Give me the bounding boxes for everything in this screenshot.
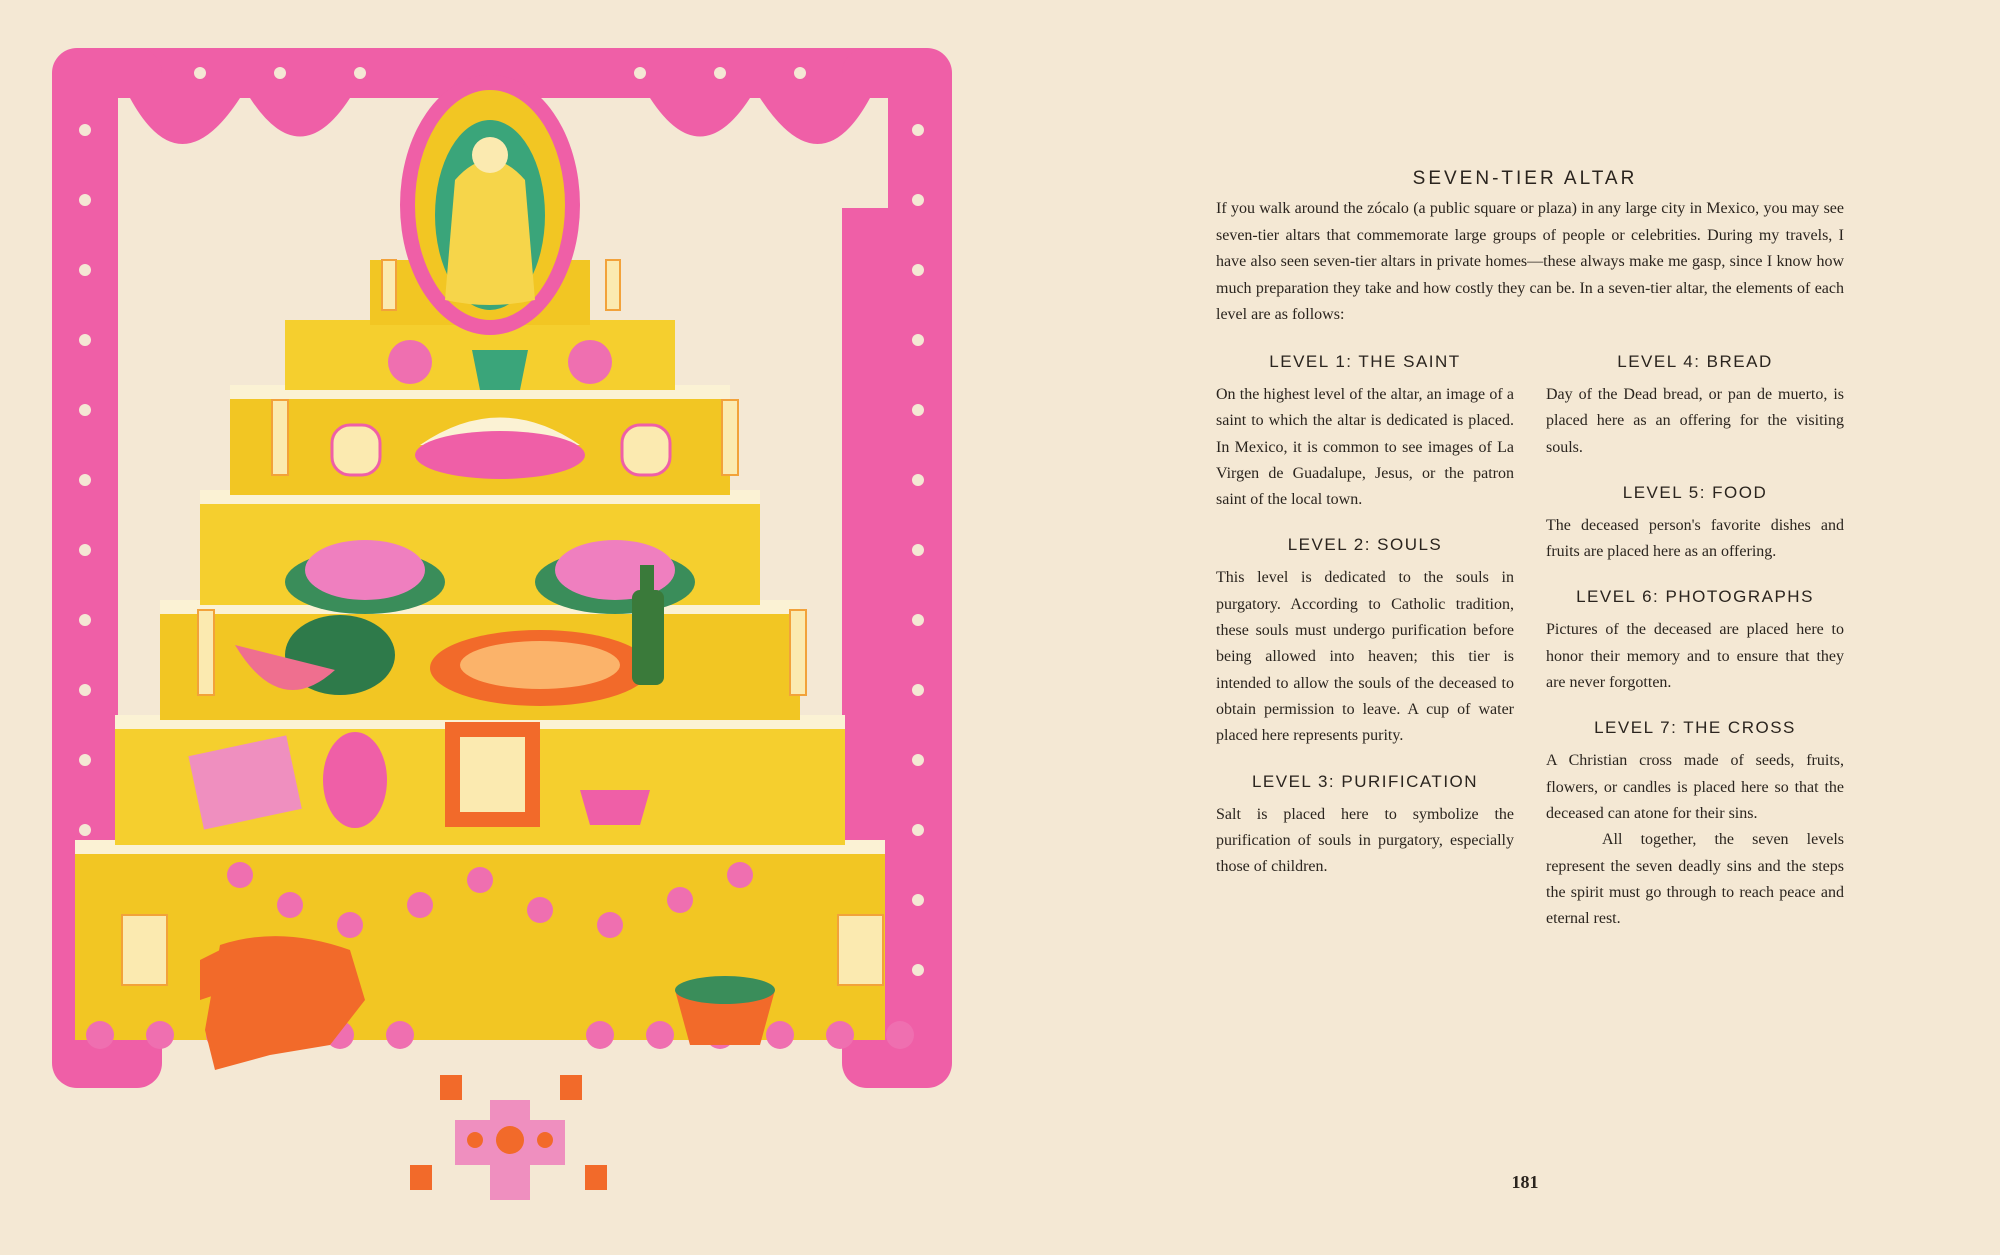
level-3-section (1216, 772, 1514, 881)
level-4-section (1546, 352, 1844, 461)
level-6-heading: LEVEL 6: PHOTOGRAPHS (1576, 587, 1814, 607)
level-1-body: On the highest level of the altar, an image of a saint to which the altar is dedicated is placed. In Mexico, it is common to see images of La Virgen de Guadalupe, Jesus, or the patron saint of the local town. (1216, 386, 1514, 509)
water-cup (472, 350, 528, 390)
level-2-body: This level is dedicated to the souls in purgatory. According to Catholic tradition, these souls must undergo purification before being allowed into heaven; this tier is intended to allow the souls of the deceased to obtain permission to leave. A cup of water placed here represents purity. (1216, 569, 1514, 745)
level-7-section (1546, 718, 1844, 932)
offering-bowl (675, 976, 775, 1045)
level-4-body: Day of the Dead bread, or pan de muerto, is placed here as an offering for the visiting souls. (1546, 386, 1844, 456)
text-page (1200, 0, 2000, 1255)
level-7-body: A Christian cross made of seeds, fruits, flowers, or candles is placed here so that the deceased can atone for their sins. (1546, 752, 1844, 822)
level-2-section (1216, 535, 1514, 749)
level-3-heading: LEVEL 3: PURIFICATION (1251, 771, 1479, 791)
intro-paragraph: If you walk around the zócalo (a public square or plaza) in any large city in Mexico, you may see seven-tier altars that commemorate large groups of people or celebrities. During my travels, I have also seen seven-tier altars in private homes—these always make me gasp, since I know how much preparation they take and how costly they can be. In a seven-tier altar, the elements of each level are as follows: (1216, 200, 1844, 323)
levels-column-right (1546, 352, 1844, 954)
flower-cross (410, 1075, 607, 1200)
level-4-heading: LEVEL 4: BREAD (1617, 352, 1773, 371)
level-3-body: Salt is placed here to symbolize the purification of souls in purgatory, especially those of children. (1216, 805, 1514, 876)
levels-column-left (1216, 352, 1514, 902)
level-5-section (1546, 483, 1844, 566)
virgin-de-guadalupe-portrait (400, 75, 580, 335)
level-6-body: Pictures of the deceased are placed here to honor their memory and to ensure that they are never forgotten. (1546, 621, 1844, 692)
food-platter (430, 630, 650, 706)
level-6-section (1546, 587, 1844, 696)
page-number: 181 (1511, 1172, 1539, 1192)
level-7-heading: LEVEL 7: THE CROSS (1594, 718, 1796, 738)
level-1-section (1216, 352, 1514, 513)
level-5-body: The deceased person's favorite dishes and fruits are placed here as an offering. (1546, 516, 1844, 561)
level-5-heading: LEVEL 5: FOOD (1622, 482, 1768, 502)
page-title: SEVEN-TIER ALTAR (1412, 167, 1638, 189)
level-2-heading: LEVEL 2: SOULS (1287, 535, 1443, 555)
level-1-heading: LEVEL 1: THE SAINT (1269, 352, 1461, 371)
dog-figure (200, 936, 365, 1070)
closing-paragraph: All together, the seven levels represent the seven deadly sins and the steps the spirit must go through to reach peace and eternal rest. (1546, 831, 1844, 928)
